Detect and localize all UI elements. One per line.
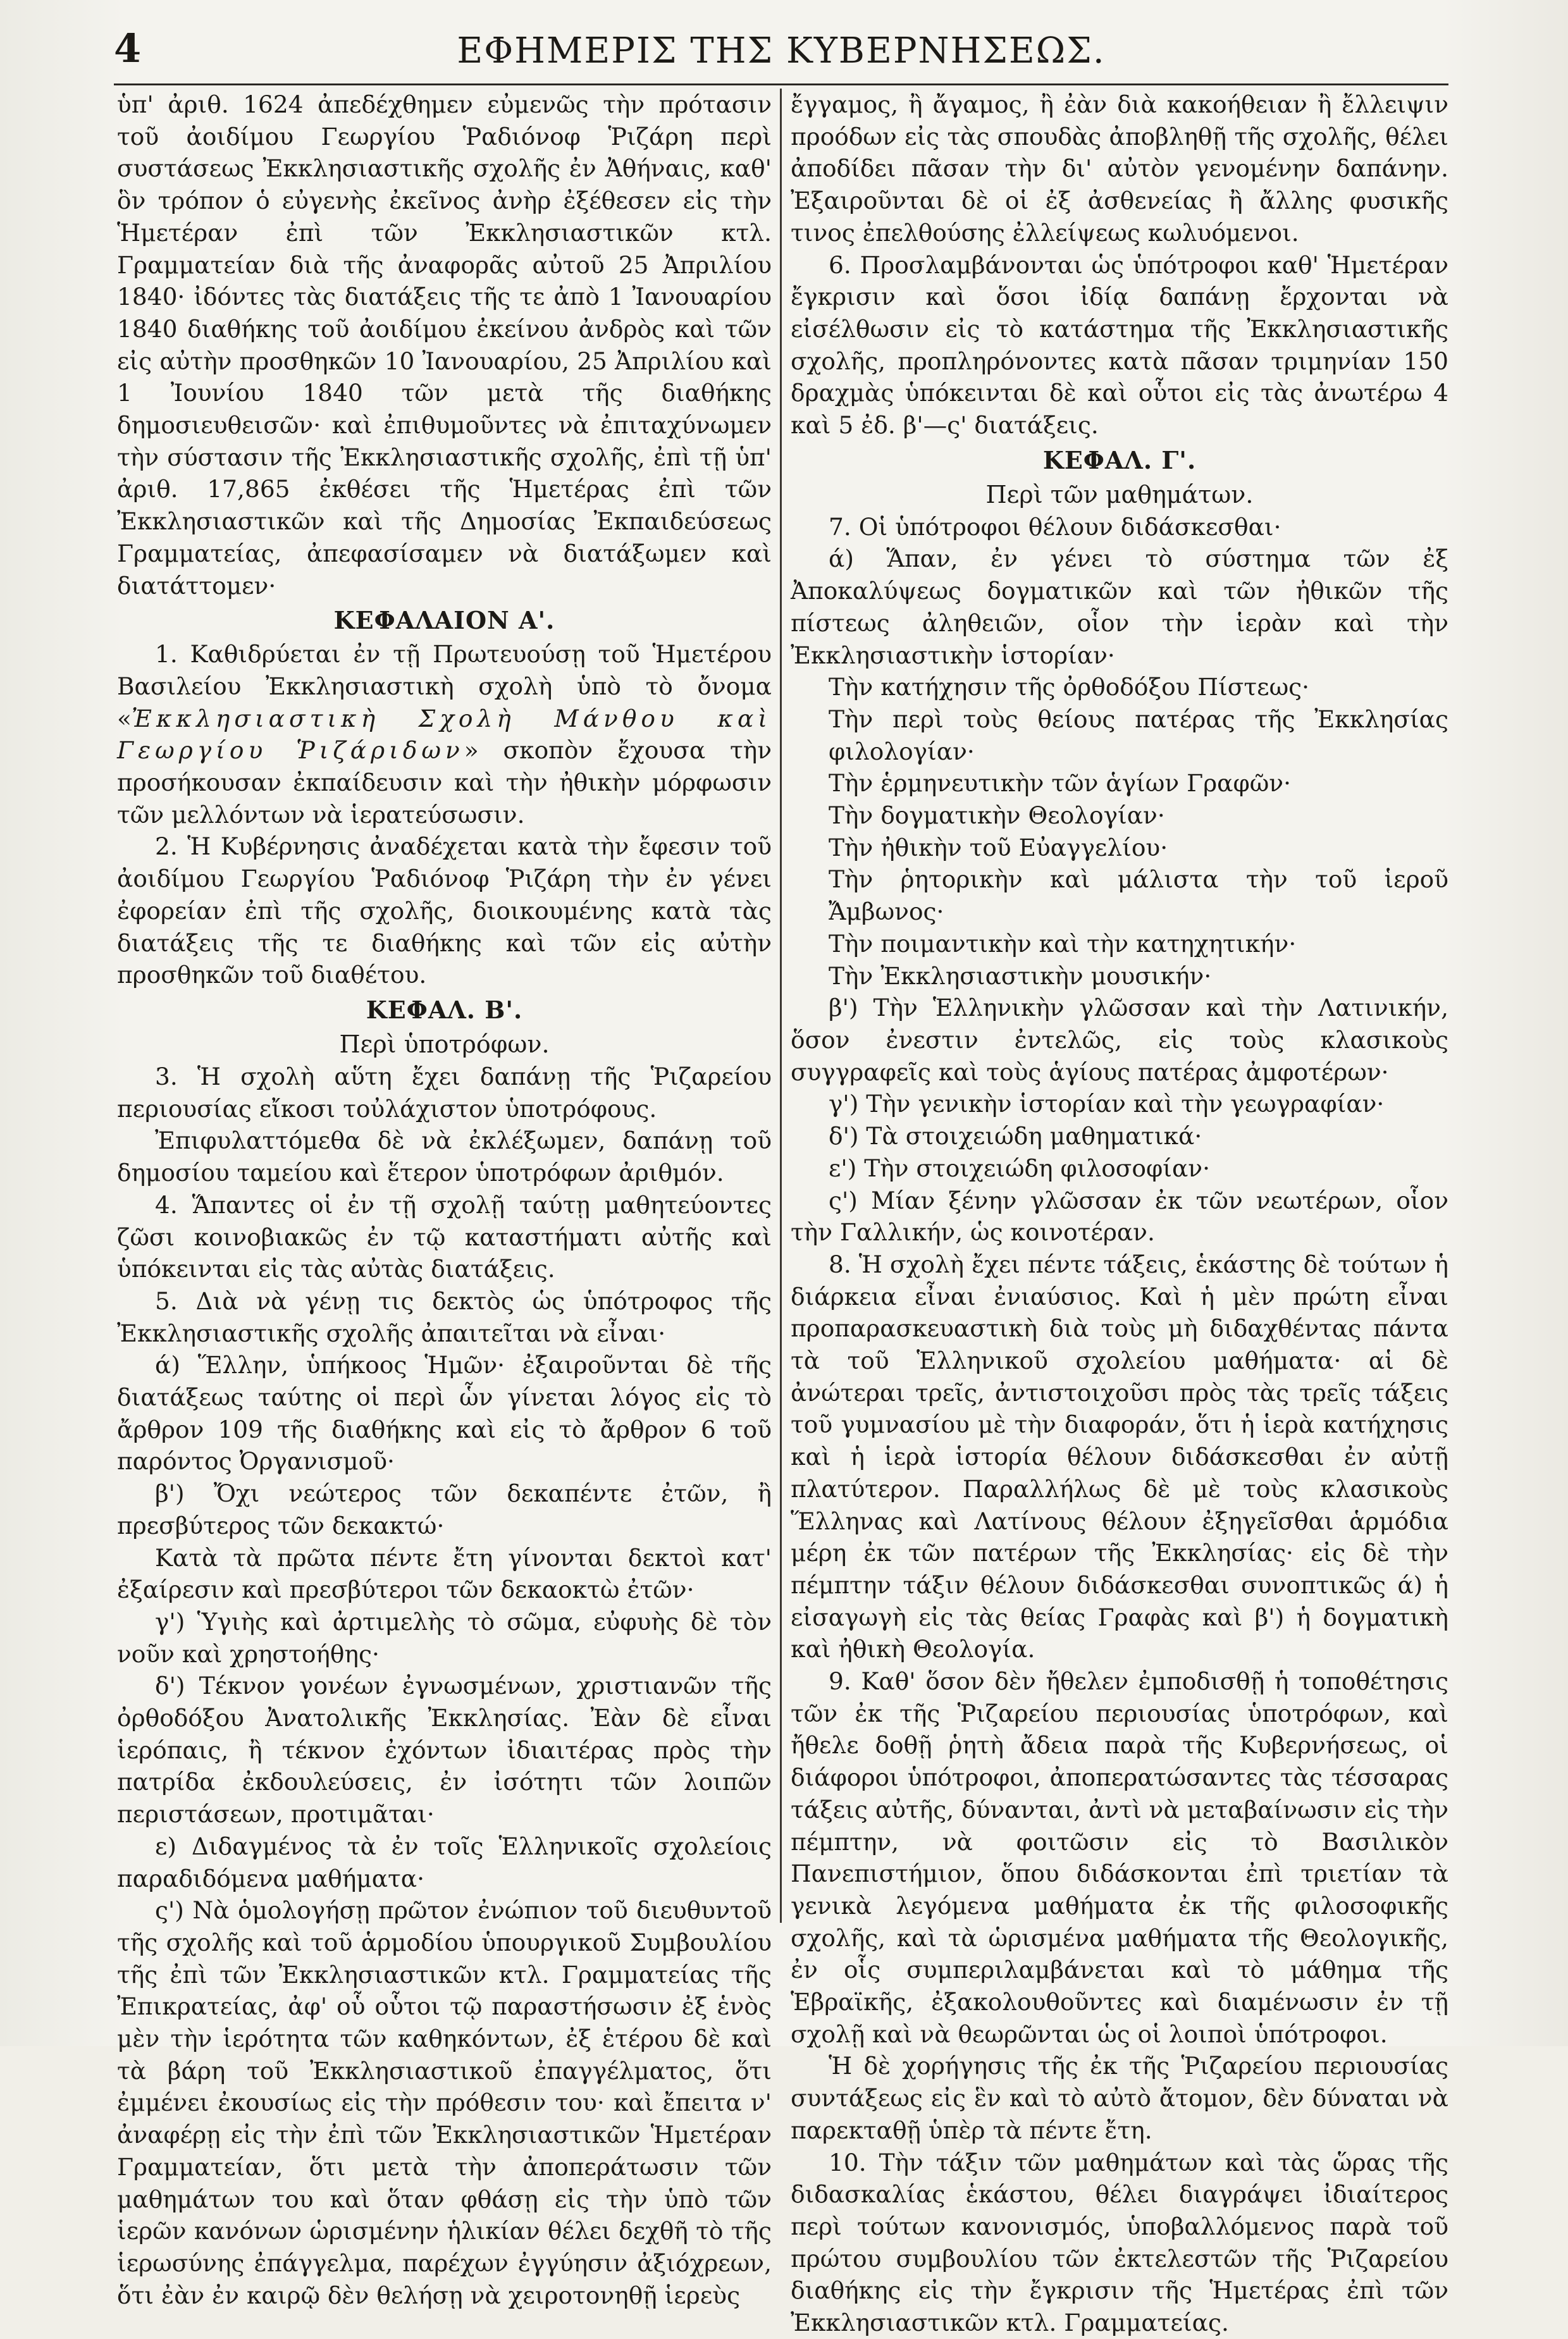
subject-item: Τὴν δογματικὴν Θεολογίαν· [829,801,1165,830]
article-7-item-a: ά) Ἅπαν, ἐν γένει τὸ σύστημα τῶν ἐξ Ἀποκαλύψεως δογματικῶν καὶ τῶν ἠθικῶν τῆς πίστεως ἀληθειῶν, οἷον τὴν ἱερὰν καὶ τὴν Ἐκκλησιαστικὴν ἱστορίαν· [791,545,1448,669]
article-9: 9. Καθ' ὅσον δὲν ἤθελεν ἐμποδισθῇ ἡ τοποθέτησις τῶν ἐκ τῆς Ῥιζαρείου περιουσίας ὑποτρόφων, καὶ ἤθελε δοθῇ ῥητὴ ἄδεια παρὰ τῆς Κυβερνήσεως, οἱ διάφοροι ὑπότροφοι, ἀποπερατώσαντες τὰς τέσσαρας τάξεις αὐτῆς, δύνανται, ἀντὶ νὰ μεταβαίνωσιν εἰς τὴν πέμπτην, νὰ φοιτῶσιν εἰς τὸ Βασιλικὸν Πανεπιστήμιον, ὅπου διδάσκονται ἐπὶ τριετίαν τὰ γενικὰ λεγόμενα μαθήματα ἐκ τῆς φιλοσοφικῆς σχολῆς, καὶ τὰ ὡρισμένα μαθήματα τῆς Θεολογικῆς, ἐν οἷς συμπεριλαμβάνεται καὶ τὸ μάθημα τῆς Ἑβραϊκῆς, ἐξακολουθοῦντες καὶ διαμένωσιν ἐν τῇ σχολῇ καὶ νὰ θεωρῶνται ὡς οἱ λοιποὶ ὑπότροφοι. [791,1667,1448,2048]
article-3: 3. Ἡ σχολὴ αὕτη ἔχει δαπάνῃ τῆς Ῥιζαρείου περιουσίας εἴκοσι τοὐλάχιστον ὑποτρόφους. [117,1062,772,1123]
chapter-c-heading: ΚΕΦΑΛ. Γ'. [1042,445,1197,474]
article-5-item-d: δ') Τέκνον γονέων ἐγνωσμένων, χριστιανῶν τῆς ὀρθοδόξου Ἀνατολικῆς Ἐκκλησίας. Ἐὰν δὲ εἶναι ἱερόπαις, ἢ τέκνον ἐχόντων ἰδιαιτέρας πρὸς τὴν πατρίδα ἐκδουλεύσεις, ἐν ἰσότητι τῶν λοιπῶν περιστάσεων, προτιμᾶται· [117,1672,772,1829]
article-10: 10. Τὴν τάξιν τῶν μαθημάτων καὶ τὰς ὥρας τῆς διδασκαλίας ἑκάστου, θέλει διαγράψει ἰδιαίτερος περὶ τούτων κανονισμός, ὑποβαλλόμενος παρὰ τοῦ πρώτου συμβουλίου τῶν ἐκτελεστῶν τῆς Ῥιζαρείου διαθήκης εἰς τὴν ἔγκρισιν τῆς Ἡμετέρας ἐπὶ τῶν Ἐκκλησιαστικῶν κτλ. Γραμματείας. [791,2148,1448,2337]
column-divider [780,89,782,1923]
article-9-continued: Ἡ δὲ χορήγησις τῆς ἐκ τῆς Ῥιζαρείου περιουσίας συντάξεως εἰς ἓν καὶ τὸ αὐτὸ ἄτομον, δὲν δύναται νὰ παρεκταθῇ ὑπὲρ τὰ πέντε ἔτη. [791,2052,1448,2144]
article-5-continuation: ἔγγαμος, ἢ ἄγαμος, ἢ ἐὰν διὰ κακοήθειαν ἢ ἔλλειψιν προόδων εἰς τὰς σπουδὰς ἀποβληθῇ τῆς σχολῆς, θέλει ἀποδίδει πᾶσαν τὴν δι' αὐτὸν γενομένην δαπάνην. Ἐξαιροῦνται δὲ οἱ ἐξ ἀσθενείας ἢ ἄλλης φυσικῆς τινος ἐπελθούσης ἐλλείψεως κωλυόμενοι. [791,90,1448,247]
subject-item: Τὴν ἑρμηνευτικὴν τῶν ἁγίων Γραφῶν· [829,769,1292,798]
subject-item: Τὴν ἠθικὴν τοῦ Εὐαγγελίου· [829,833,1168,861]
article-5-item-a: ά) Ἕλλην, ὑπήκοος Ἡμῶν· ἐξαιροῦνται δὲ τῆς διατάξεως ταύτης οἱ περὶ ὧν γίνεται λόγος εἰς τὸ ἄρθρον 109 τῆς διαθήκης καὶ εἰς τὸ ἄρθρον 6 τοῦ παρόντος Ὀργανισμοῦ· [117,1351,772,1476]
article-7-item-f: ς') Μίαν ξένην γλῶσσαν ἐκ τῶν νεωτέρων, οἷον τὴν Γαλλικήν, ὡς κοινοτέραν. [791,1186,1448,1247]
article-3-continued: Ἐπιφυλαττόμεθα δὲ νὰ ἐκλέξωμεν, δαπάνῃ τοῦ δημοσίου ταμείου καὶ ἕτερον ὑποτρόφων ἀριθμόν. [117,1126,772,1187]
article-7-item-d: δ') Τὰ στοιχειώδη μαθηματικά· [829,1122,1202,1151]
article-6: 6. Προσλαμβάνονται ὡς ὑπότροφοι καθ' Ἡμετέραν ἔγκρισιν καὶ ὅσοι ἰδίᾳ δαπάνῃ ἔρχονται νὰ εἰσέλθωσιν εἰς τὸ κατάστημα τῆς Ἐκκλησιαστικῆς σχολῆς, προπληρόνοντες κατὰ πᾶσαν τριμηνίαν 150 δραχμὰς ὑπόκεινται δὲ καὶ οὗτοι εἰς τὰς ἀνωτέρω 4 καὶ 5 ἐδ. β'—ς' διατάξεις. [791,250,1448,440]
article-5-item-b-note: Κατὰ τὰ πρῶτα πέντε ἔτη γίνονται δεκτοὶ κατ' ἐξαίρεσιν καὶ πρεσβύτεροι τῶν δεκαοκτὼ ἐτῶν· [117,1543,772,1604]
header-rule [114,83,1448,85]
right-column [791,89,1448,2337]
article-5-item-c: γ') Ὑγιὴς καὶ ἀρτιμελὴς τὸ σῶμα, εὐφυὴς δὲ τὸν νοῦν καὶ χρηστοήθης· [117,1607,772,1668]
subject-item: Τὴν περὶ τοὺς θείους πατέρας τῆς Ἐκκλησίας φιλολογίαν· [829,705,1448,765]
article-1-text-a: 1. Καθιδρύεται ἐν τῇ Πρωτευούσῃ τοῦ Ἡμετέρου Βασιλείου Ἐκκλησιαστικὴ σχολὴ ὑπὸ τὸ ὄνομα « [117,640,772,732]
article-5-item-e: ε) Διδαγμένος τὰ ἐν τοῖς Ἑλληνικοῖς σχολείοις παραδιδόμενα μαθήματα· [117,1832,772,1892]
page-header [114,25,1448,82]
page-number: 4 [114,25,142,71]
article-5-item-f: ς') Νὰ ὁμολογήσῃ πρῶτον ἐνώπιον τοῦ διευθυντοῦ τῆς σχολῆς καὶ τοῦ ἁρμοδίου ὑπουργικοῦ Συμβουλίου τῆς ἐπὶ τῶν Ἐκκλησιαστικῶν κτλ. Γραμματείας τῆς Ἐπικρατείας, ἀφ' οὗ οὗτοι τῷ παραστήσωσιν ἐξ ἑνὸς μὲν τὴν ἱερότητα τῶν καθηκόντων, ἐξ ἑτέρου δὲ καὶ τὰ βάρη τοῦ Ἐκκλησιαστικοῦ ἐπαγγέλματος, ὅτι ἐμμένει ἐκουσίως εἰς τὴν πρόθεσιν του· καὶ ἔπειτα ν' ἀναφέρῃ εἰς τὴν ἐπὶ τῶν Ἐκκλησιαστικῶν Ἡμετέραν Γραμματείαν, ὅτι μετὰ τὴν ἀποπεράτωσιν τῶν μαθημάτων του καὶ ὅταν φθάσῃ εἰς τὴν ὑπὸ τῶν ἱερῶν κανόνων ὡρισμένην ἡλικίαν θέλει δεχθῆ τὸ τῆς ἱερωσύνης ἐπάγγελμα, παρέχων ἐγγύησιν ἀξιόχρεων, ὅτι ἐὰν ἐν καιρῷ δὲν θελήσῃ νὰ χειροτονηθῇ ἱερεὺς [117,1896,772,2309]
article-1-text-b: » σκοπὸν ἔχουσα τὴν προσήκουσαν ἐκπαίδευσιν καὶ τὴν ἠθικὴν μόρφωσιν τῶν μελλόντων νὰ ἱερατεύσωσιν. [117,736,772,829]
chapter-b-subtitle: Περὶ ὑποτρόφων. [339,1030,550,1058]
subject-item: Τὴν ῥητορικὴν καὶ μάλιστα τὴν τοῦ ἱεροῦ Ἄμβωνος· [829,865,1448,926]
article-8: 8. Ἡ σχολὴ ἔχει πέντε τάξεις, ἑκάστης δὲ τούτων ἡ διάρκεια εἶναι ἐνιαύσιος. Καὶ ἡ μὲν πρώτη εἶναι προπαρασκευαστικὴ διὰ τοὺς μὴ διδαχθέντας πάντα τὰ τοῦ Ἑλληνικοῦ σχολείου μαθήματα· αἱ δὲ ἀνώτεραι τρεῖς, ἀντιστοιχοῦσι πρὸς τὰς τρεῖς τάξεις τοῦ γυμνασίου μὲ τὴν διαφοράν, ὅτι ἡ ἱερὰ κατήχησις καὶ ἡ ἱερὰ ἱστορία θέλουν διδάσκεσθαι ἐν αὐτῇ πλατύτερον. Παραλλήλως δὲ μὲ τοὺς κλασικοὺς Ἕλληνας καὶ Λατίνους θέλουν ἐξηγεῖσθαι ἁρμόδια μέρη ἐκ τῶν πατέρων τῆς Ἐκκλησίας· εἰς δὲ τὴν πέμπτην τάξιν θέλουν διδάσκεσθαι συνοπτικῶς ά) ἡ εἰσαγωγὴ εἰς τὰς θείας Γραφὰς καὶ β') ἡ δογματικὴ καὶ ἠθικὴ Θεολογία. [791,1250,1448,1663]
running-title: ΕΦΗΜΕΡΙΣ ΤΗΣ ΚΥΒΕΡΝΗΣΕΩΣ. [457,30,1106,71]
chapter-b-heading: ΚΕΦΑΛ. Β'. [366,995,523,1024]
subject-item: Τὴν ποιμαντικὴν καὶ τὴν κατηχητικήν· [829,929,1297,958]
article-5: 5. Διὰ νὰ γένῃ τις δεκτὸς ὡς ὑπότροφος τῆς Ἐκκλησιαστικῆς σχολῆς ἀπαιτεῖται νὰ εἶναι· [117,1287,772,1347]
article-2: 2. Ἡ Κυβέρνησις ἀναδέχεται κατὰ τὴν ἔφεσιν τοῦ ἀοιδίμου Γεωργίου Ῥαδιόνοφ Ῥιζάρη τὴν ἐν γένει ἐφορείαν ἐπὶ τῆς σχολῆς, διοικουμένης κατὰ τὰς διατάξεις τῆς τε διαθήκης καὶ τῶν εἰς αὐτὴν προσθηκῶν τοῦ διαθέτου. [117,832,772,989]
article-7-item-b: β') Τὴν Ἑλληνικὴν γλῶσσαν καὶ τὴν Λατινικήν, ὅσον ἐνεστιν ἐντελῶς, εἰς τοὺς κλασικοὺς συγγραφεῖς καὶ τοὺς ἁγίους πατέρας ἀμφοτέρων· [791,994,1448,1086]
school-name: Ἐκκλησιαστικὴ Σχολὴ Μάνθου καὶ Γεωργίου Ῥιζάριδων [117,704,772,765]
chapter-a-heading: ΚΕΦΑΛΑΙΟΝ Α'. [333,606,555,635]
left-column [117,89,772,2309]
article-5-item-b: β') Ὄχι νεώτερος τῶν δεκαπέντε ἐτῶν, ἢ πρεσβύτερος τῶν δεκακτώ· [117,1479,772,1540]
article-4: 4. Ἅπαντες οἱ ἐν τῇ σχολῇ ταύτῃ μαθητεύοντες ζῶσι κοινοβιακῶς ἐν τῷ καταστήματι αὐτῆς καὶ ὑπόκεινται εἰς τὰς αὐτὰς διατάξεις. [117,1190,772,1283]
article-7-item-c: γ') Τὴν γενικὴν ἱστορίαν καὶ τὴν γεωγραφίαν· [829,1090,1385,1118]
intro-paragraph: ὑπ' ἀριθ. 1624 ἀπεδέχθημεν εὐμενῶς τὴν πρότασιν τοῦ ἀοιδίμου Γεωργίου Ῥαδιόνοφ Ῥιζάρη περὶ συστάσεως Ἐκκλησιαστικῆς σχολῆς ἐν Ἀθήναις, καθ' ὃν τρόπον ὁ εὐγενὴς ἐκεῖνος ἀνὴρ ἐξέθεσεν εἰς τὴν Ἡμετέραν ἐπὶ τῶν Ἐκκλησιαστικῶν κτλ. Γραμματείαν διὰ τῆς ἀναφορᾶς αὐτοῦ 25 Ἀπριλίου 1840· ἰδόντες τὰς διατάξεις τῆς τε ἀπὸ 1 Ἰανουαρίου 1840 διαθήκης τοῦ ἀοιδίμου ἐκείνου ἀνδρὸς καὶ τῶν εἰς αὐτὴν προσθηκῶν 10 Ἰανουαρίου, 25 Ἀπριλίου καὶ 1 Ἰουνίου 1840 τῶν μετὰ τῆς διαθήκης δημοσιευθεισῶν· καὶ ἐπιθυμοῦντες νὰ ἐπιταχύνωμεν τὴν σύστασιν τῆς Ἐκκλησιαστικῆς σχολῆς, ἐπὶ τῇ ὑπ' ἀριθ. 17,865 ἐκθέσει τῆς Ἡμετέρας ἐπὶ τῶν Ἐκκλησιαστικῶν καὶ τῆς Δημοσίας Ἐκπαιδεύσεως Γραμματείας, ἀπεφασίσαμεν νὰ διατάξωμεν καὶ διατάττομεν· [117,90,772,600]
article-7-item-e: ε') Τὴν στοιχειώδη φιλοσοφίαν· [829,1154,1210,1182]
subject-item: Τὴν Ἐκκλησιαστικὴν μουσικήν· [829,961,1212,990]
chapter-c-subtitle: Περὶ τῶν μαθημάτων. [985,480,1254,509]
article-7: 7. Οἱ ὑπότροφοι θέλουν διδάσκεσθαι· [829,512,1281,541]
subject-item: Τὴν κατήχησιν τῆς ὀρθοδόξου Πίστεως· [829,673,1310,701]
article-1 [117,638,772,830]
